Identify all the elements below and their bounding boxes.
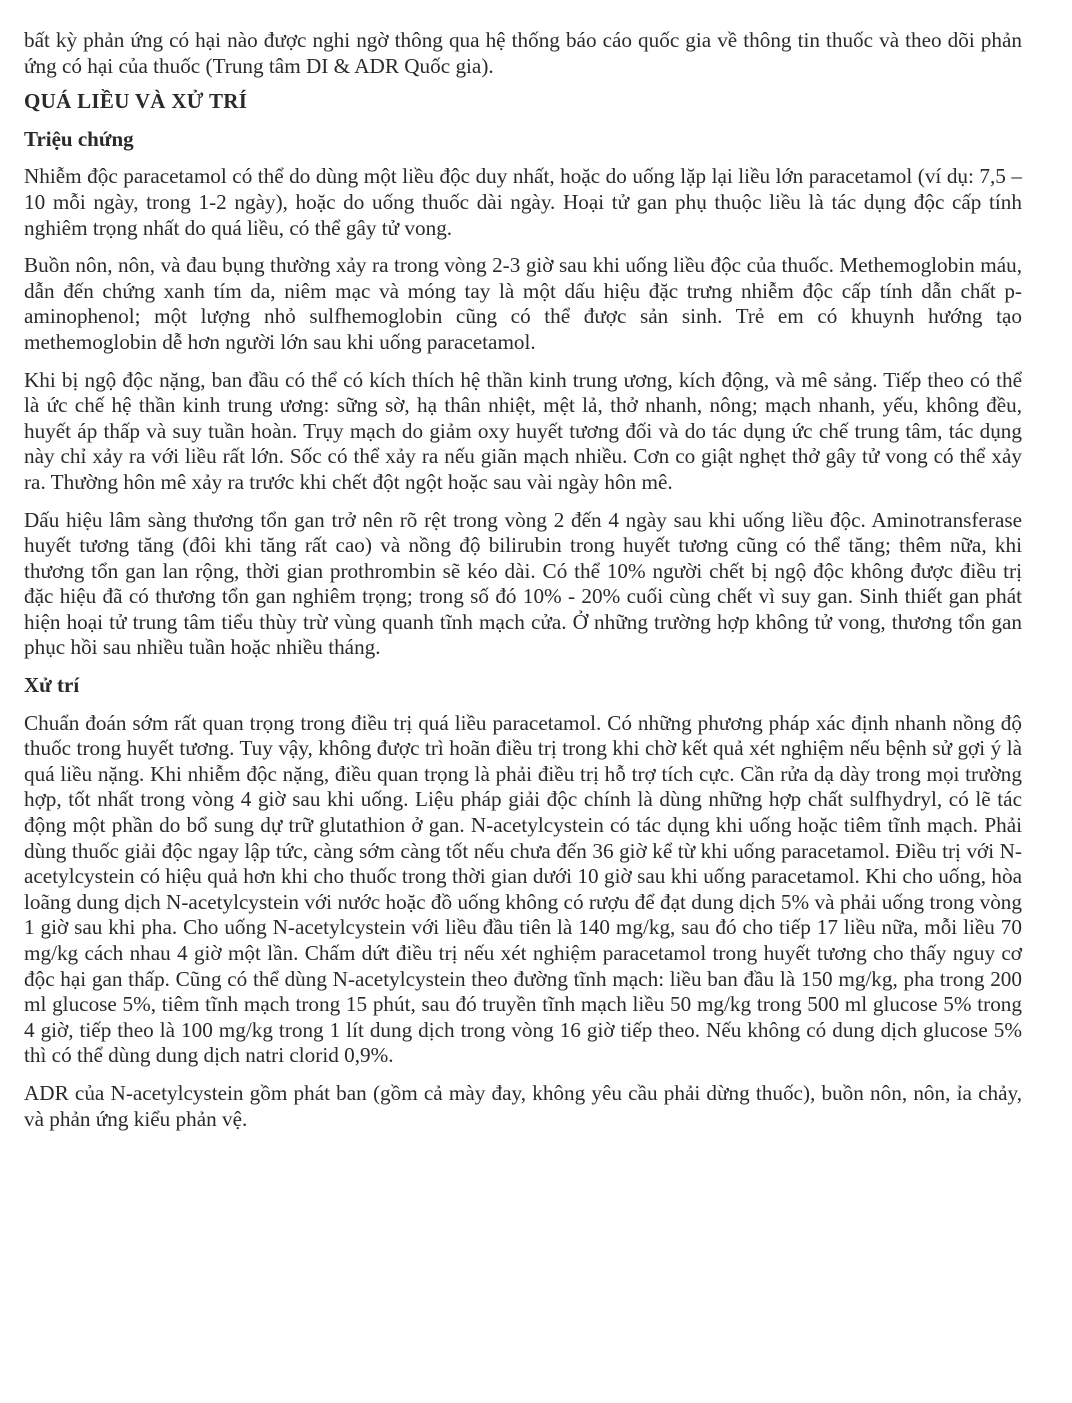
subheading-treatment: Xử trí (24, 673, 80, 698)
symptoms-paragraph-2: Buồn nôn, nôn, và đau bụng thường xảy ra trong vòng 2-3 giờ sau khi uống liều độc của thuốc. Methemoglobin máu, dẫn đến chứng xanh tím da, niêm mạc và móng tay là một dấu hiệu đặc trưng nhiễm độc cấp tính dẫn chất p-aminophenol; một lượng nhỏ sulfhemoglobin cũng có thể được sản sinh. Trẻ em có khuynh hướng tạo methemoglobin dễ hơn người lớn sau khi uống paracetamol. (24, 253, 1022, 354)
document-page (24, 28, 1022, 1144)
treatment-paragraph-2: ADR của N-acetylcystein gồm phát ban (gồm cả mày đay, không yêu cầu phải dừng thuốc), buồn nôn, nôn, ỉa chảy, và phản ứng kiểu phản vệ. (24, 1080, 1022, 1131)
treatment-paragraph-1: Chuẩn đoán sớm rất quan trọng trong điều trị quá liều paracetamol. Có những phương pháp xác định nhanh nồng độ thuốc trong huyết tương. Tuy vậy, không được trì hoãn điều trị trong khi chờ kết quả xét nghiệm nếu bệnh sử gợi ý là quá liều nặng. Khi nhiễm độc nặng, điều quan trọng là phải điều trị hỗ trợ tích cực. Cần rửa dạ dày trong mọi trường hợp, tốt nhất trong vòng 4 giờ sau khi uống. Liệu pháp giải độc chính là dùng những hợp chất sulfhydryl, có lẽ tác động một phần do bổ sung dự trữ glutathion ở gan. N-acetylcystein có tác dụng khi uống hoặc tiêm tĩnh mạch. Phải dùng thuốc giải độc ngay lập tức, càng sớm càng tốt nếu chưa đến 36 giờ kể từ khi uống paracetamol. Điều trị với N-acetylcystein có hiệu quả hơn khi cho thuốc trong thời gian dưới 10 giờ sau khi uống paracetamol. Khi cho uống, hòa loãng dung dịch N-acetylcystein với nước hoặc đồ uống không có rượu để đạt dung dịch 5% và phải uống trong vòng 1 giờ sau khi pha. Cho uống N-acetylcystein với liều đầu tiên là 140 mg/kg, sau đó cho tiếp 17 liều nữa, mỗi liều 70 mg/kg cách nhau 4 giờ một lần. Chấm dứt điều trị nếu xét nghiệm paracetamol trong huyết tương cho thấy nguy cơ độc hại gan thấp. Cũng có thể dùng N-acetylcystein theo đường tĩnh mạch: liều ban đầu là 150 mg/kg, pha trong 200 ml glucose 5%, tiêm tĩnh mạch trong 15 phút, sau đó truyền tĩnh mạch liều 50 mg/kg trong 500 ml glucose 5% trong 4 giờ, tiếp theo là 100 mg/kg trong 1 lít dung dịch trong vòng 16 giờ tiếp theo. Nếu không có dung dịch glucose 5% thì có thể dùng dung dịch natri clorid 0,9%. (24, 710, 1022, 1068)
subheading-symptoms: Triệu chứng (24, 126, 134, 151)
intro-paragraph: bất kỳ phản ứng có hại nào được nghi ngờ thông qua hệ thống báo cáo quốc gia về thông tin thuốc và theo dõi phản ứng có hại của thuốc (Trung tâm DI & ADR Quốc gia). (24, 28, 1022, 78)
section-title-overdose: QUÁ LIỀU VÀ XỬ TRÍ (24, 89, 248, 114)
symptoms-paragraph-1: Nhiễm độc paracetamol có thể do dùng một liều độc duy nhất, hoặc do uống lặp lại liều lớn paracetamol (ví dụ: 7,5 – 10 mỗi ngày, trong 1-2 ngày), hoặc do uống thuốc dài ngày. Hoại tử gan phụ thuộc liều là tác dụng độc cấp tính nghiêm trọng nhất do quá liều, có thể gây tử vong. (24, 164, 1022, 240)
symptoms-paragraph-4: Dấu hiệu lâm sàng thương tổn gan trở nên rõ rệt trong vòng 2 đến 4 ngày sau khi uống liều độc. Aminotransferase huyết tương tăng (đôi khi tăng rất cao) và nồng độ bilirubin trong huyết tương cũng có thể tăng; thêm nữa, khi thương tổn gan lan rộng, thời gian prothrombin sẽ kéo dài. Có thể 10% người chết bị ngộ độc không được điều trị đặc hiệu đã có thương tổn gan nghiêm trọng; trong số đó 10% - 20% cuối cùng chết vì suy gan. Sinh thiết gan phát hiện hoại tử trung tâm tiểu thùy trừ vùng quanh tĩnh mạch cửa. Ở những trường hợp không tử vong, thương tổn gan phục hồi sau nhiều tuần hoặc nhiều tháng. (24, 507, 1022, 660)
symptoms-paragraph-3: Khi bị ngộ độc nặng, ban đầu có thể có kích thích hệ thần kinh trung ương, kích động, và mê sảng. Tiếp theo có thể là ức chế hệ thần kinh trung ương: sững sờ, hạ thân nhiệt, mệt lả, thở nhanh, nông; mạch nhanh, yếu, không đều, huyết áp thấp và suy tuần hoàn. Trụy mạch do giảm oxy huyết tương đối và do tác dụng ức chế trung tâm, tác dụng này chỉ xảy ra với liều rất lớn. Sốc có thể xảy ra nếu giãn mạch nhiều. Cơn co giật nghẹt thở gây tử vong có thể xảy ra. Thường hôn mê xảy ra trước khi chết đột ngột hoặc sau vài ngày hôn mê. (24, 367, 1022, 494)
